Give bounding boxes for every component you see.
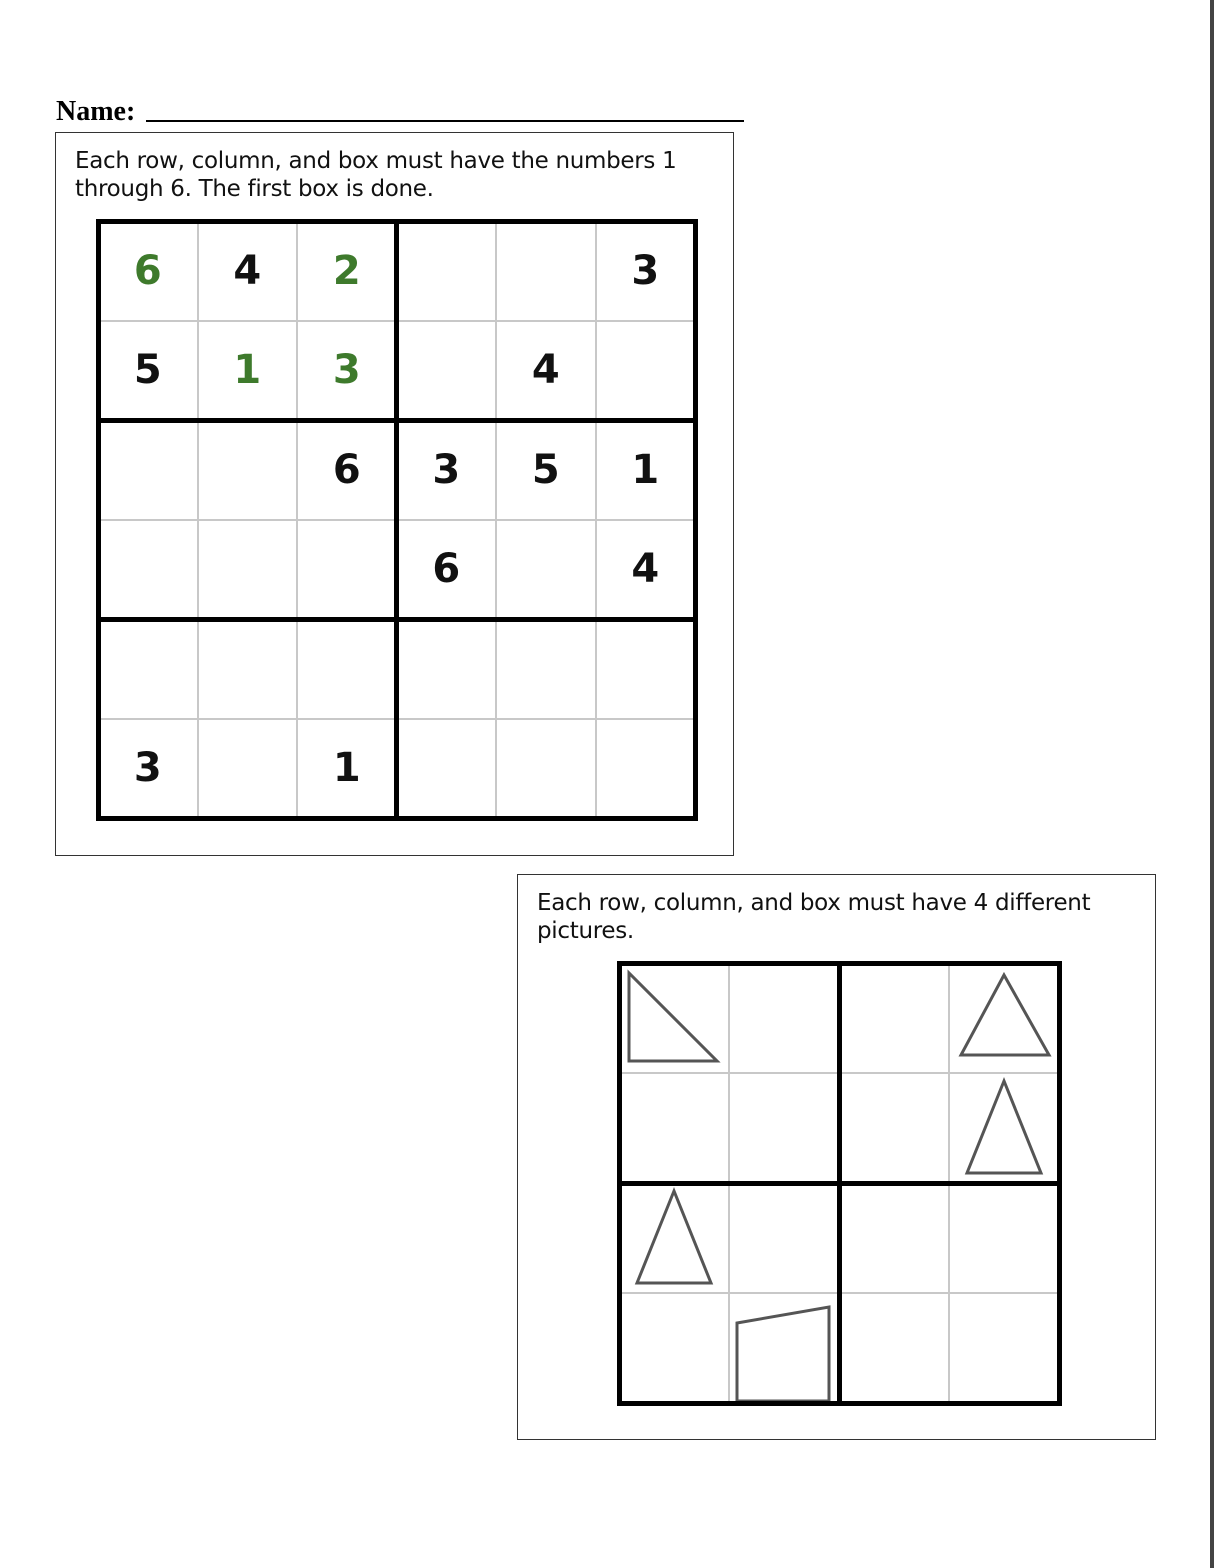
number-sudoku-grid bbox=[98, 221, 695, 818]
empty-cell[interactable] bbox=[596, 719, 696, 819]
empty-cell[interactable] bbox=[198, 619, 298, 719]
empty-picture-cell[interactable] bbox=[729, 1183, 839, 1293]
tall-triangle-icon bbox=[619, 1183, 729, 1293]
empty-picture-cell[interactable] bbox=[949, 1183, 1059, 1293]
given-number-cell: 3 bbox=[133, 745, 162, 792]
page-edge bbox=[1210, 0, 1214, 1568]
empty-picture-cell[interactable] bbox=[729, 1073, 839, 1183]
empty-cell[interactable] bbox=[596, 619, 696, 719]
box-border bbox=[394, 219, 399, 821]
empty-picture-cell[interactable] bbox=[839, 963, 949, 1073]
given-number-cell: 1 bbox=[233, 347, 262, 394]
picture-cell bbox=[619, 963, 729, 1073]
given-number-cell: 4 bbox=[531, 347, 560, 394]
box-border bbox=[96, 418, 698, 423]
number-sudoku-instructions: Each row, column, and box must have the numbers 1 through 6. The first box is done. bbox=[75, 148, 677, 202]
empty-picture-cell[interactable] bbox=[949, 1293, 1059, 1403]
given-number-cell: 5 bbox=[531, 446, 560, 493]
empty-cell[interactable] bbox=[98, 420, 198, 520]
empty-cell[interactable] bbox=[397, 321, 497, 421]
empty-cell[interactable] bbox=[496, 221, 596, 321]
picture-sudoku-instructions: Each row, column, and box must have 4 different pictures. bbox=[537, 890, 1091, 944]
given-number-cell: 1 bbox=[332, 745, 361, 792]
box-border bbox=[96, 219, 698, 224]
empty-cell[interactable] bbox=[297, 619, 397, 719]
box-border bbox=[96, 219, 101, 821]
empty-cell[interactable] bbox=[98, 520, 198, 620]
empty-picture-cell[interactable] bbox=[839, 1073, 949, 1183]
given-number-cell: 6 bbox=[332, 446, 361, 493]
right-triangle-icon bbox=[619, 963, 729, 1073]
given-number-cell: 1 bbox=[631, 446, 660, 493]
empty-cell[interactable] bbox=[98, 619, 198, 719]
empty-cell[interactable] bbox=[198, 719, 298, 819]
name-label: Name: bbox=[56, 96, 136, 127]
given-number-cell: 3 bbox=[332, 347, 361, 394]
empty-picture-cell[interactable] bbox=[839, 1183, 949, 1293]
box-border bbox=[693, 219, 698, 821]
box-border bbox=[617, 1181, 1062, 1186]
given-number-cell: 2 bbox=[332, 247, 361, 294]
empty-cell[interactable] bbox=[198, 420, 298, 520]
given-number-cell: 4 bbox=[233, 247, 262, 294]
trapezoid-icon bbox=[729, 1293, 839, 1403]
given-number-cell: 3 bbox=[631, 247, 660, 294]
empty-cell[interactable] bbox=[297, 520, 397, 620]
picture-sudoku-grid bbox=[619, 963, 1059, 1403]
given-number-cell: 3 bbox=[432, 446, 461, 493]
picture-cell bbox=[619, 1183, 729, 1293]
given-number-cell: 6 bbox=[133, 247, 162, 294]
empty-cell[interactable] bbox=[496, 619, 596, 719]
box-border bbox=[1057, 961, 1062, 1406]
empty-picture-cell[interactable] bbox=[619, 1073, 729, 1183]
tall-triangle-icon bbox=[949, 1073, 1059, 1183]
empty-cell[interactable] bbox=[397, 719, 497, 819]
given-number-cell: 6 bbox=[432, 546, 461, 593]
empty-cell[interactable] bbox=[496, 719, 596, 819]
picture-cell bbox=[949, 1073, 1059, 1183]
picture-sudoku-panel bbox=[517, 874, 1156, 1440]
empty-picture-cell[interactable] bbox=[619, 1293, 729, 1403]
empty-picture-cell[interactable] bbox=[729, 963, 839, 1073]
box-border bbox=[96, 617, 698, 622]
picture-cell bbox=[949, 963, 1059, 1073]
number-sudoku-panel bbox=[55, 132, 734, 856]
empty-cell[interactable] bbox=[596, 321, 696, 421]
triangle-icon bbox=[949, 963, 1059, 1073]
box-border bbox=[96, 816, 698, 821]
box-border bbox=[617, 1401, 1062, 1406]
empty-cell[interactable] bbox=[198, 520, 298, 620]
given-number-cell: 5 bbox=[133, 347, 162, 394]
empty-cell[interactable] bbox=[397, 619, 497, 719]
given-number-cell: 4 bbox=[631, 546, 660, 593]
empty-picture-cell[interactable] bbox=[839, 1293, 949, 1403]
empty-cell[interactable] bbox=[496, 520, 596, 620]
empty-cell[interactable] bbox=[397, 221, 497, 321]
picture-cell bbox=[729, 1293, 839, 1403]
name-line bbox=[146, 120, 744, 122]
